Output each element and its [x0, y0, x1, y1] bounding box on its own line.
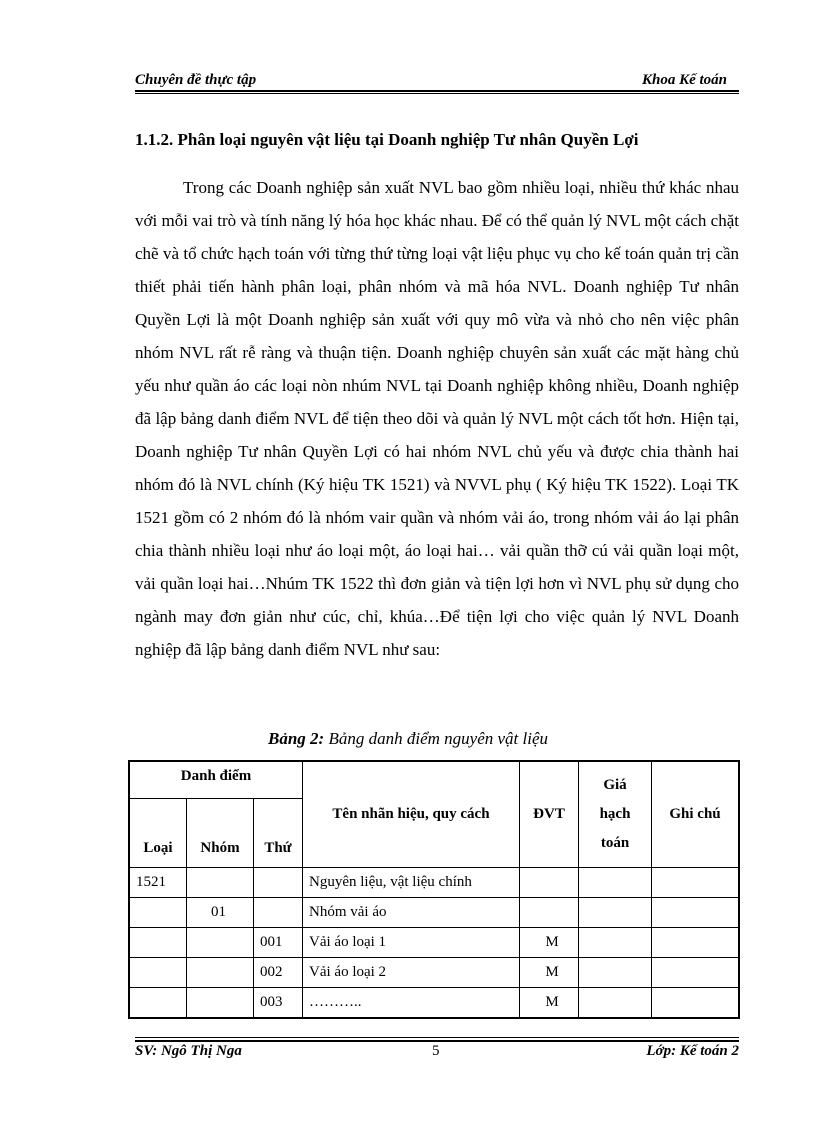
cell-ten: Nhóm vải áo [303, 898, 520, 928]
caption-label: Bảng 2: [268, 729, 325, 748]
cell-loai [129, 988, 187, 1019]
table-row [129, 988, 739, 1019]
header-gia-line-2: hạch [599, 806, 631, 822]
cell-ten: Vải áo loại 2 [303, 958, 520, 988]
cell-dvt: M [520, 988, 579, 1019]
cell-gia [579, 898, 652, 928]
cell-nhom [187, 958, 254, 988]
cell-ghichu [652, 958, 740, 988]
footer-rule-thick [135, 1040, 739, 1042]
table-caption [0, 729, 816, 749]
header-ghi-chu: Ghi chú [652, 761, 740, 868]
cell-gia [579, 958, 652, 988]
cell-gia [579, 988, 652, 1019]
materials-table [128, 760, 740, 1019]
cell-ghichu [652, 928, 740, 958]
cell-ten: Nguyên liệu, vật liệu chính [303, 868, 520, 898]
cell-loai [129, 928, 187, 958]
cell-nhom [187, 868, 254, 898]
header-thu: Thứ [254, 799, 303, 868]
header-right-text: Khoa Kế toán [641, 72, 727, 88]
table-row [129, 898, 739, 928]
table-row [129, 868, 739, 898]
cell-thu: 001 [254, 928, 303, 958]
header-gia-line-3: toán [600, 835, 630, 851]
cell-gia [579, 928, 652, 958]
header-loai: Loại [129, 799, 187, 868]
cell-dvt: M [520, 958, 579, 988]
section-heading: 1.1.2. Phân loại nguyên vật liệu tại Doanh nghiệp Tư nhân Quyền Lợi [135, 130, 639, 149]
cell-thu: 003 [254, 988, 303, 1019]
cell-ghichu [652, 898, 740, 928]
cell-thu [254, 868, 303, 898]
cell-loai [129, 898, 187, 928]
cell-ghichu [652, 868, 740, 898]
header-dvt: ĐVT [520, 761, 579, 868]
header-ten: Tên nhãn hiệu, quy cách [303, 761, 520, 868]
caption-text: Bảng danh điểm nguyên vật liệu [324, 729, 548, 748]
footer-rule [135, 1037, 739, 1038]
cell-nhom [187, 928, 254, 958]
cell-ten: ……….. [303, 988, 520, 1019]
cell-gia [579, 868, 652, 898]
cell-ten: Vải áo loại 1 [303, 928, 520, 958]
header-nhom: Nhóm [187, 799, 254, 868]
footer-student: SV: Ngô Thị Nga [135, 1043, 242, 1059]
page-footer [135, 1043, 739, 1067]
footer-class: Lớp: Kế toán 2 [646, 1043, 739, 1059]
group-header-danh-diem: Danh điểm [129, 761, 303, 799]
cell-thu: 002 [254, 958, 303, 988]
table-row [129, 928, 739, 958]
page-header [135, 66, 739, 92]
header-rule [135, 93, 739, 94]
header-left-text: Chuyên đề thực tập [135, 72, 257, 88]
table-row [129, 958, 739, 988]
cell-dvt [520, 868, 579, 898]
cell-dvt: M [520, 928, 579, 958]
header-gia-line-1: Giá [603, 777, 627, 793]
cell-loai: 1521 [129, 868, 187, 898]
cell-thu [254, 898, 303, 928]
page-number: 5 [432, 1043, 440, 1059]
cell-nhom [187, 988, 254, 1019]
cell-ghichu [652, 988, 740, 1019]
cell-nhom: 01 [187, 898, 254, 928]
cell-dvt [520, 898, 579, 928]
header-gia-hach-toan [579, 761, 652, 868]
body-paragraph: Trong các Doanh nghiệp sản xuất NVL bao gồm nhiều loại, nhiều thứ khác nhau với mỗi vai trò và tính năng lý hóa học khác nhau. Để có thể quản lý NVL một cách chặt chẽ và tổ chức hạch toán với từng thứ từng loại vật liệu phục vụ cho kế toán quản trị cần thiết phải tiến hành phân loại, phân nhóm và mã hóa NVL. Doanh nghiệp Tư nhân Quyền Lợi là một Doanh nghiệp sản xuất với quy mô vừa và nhỏ cho nên việc phân nhóm NVL rất rễ ràng và thuận tiện. Doanh nghiệp chuyên sản xuất các mặt hàng chủ yếu như quần áo các loại nòn nhúm NVL tại Doanh nghiệp không nhiều, Doanh nghiệp đã lập bảng danh điểm NVL để tiện theo dõi và quản lý NVL một cách tốt hơn. Hiện tại, Doanh nghiệp Tư nhân Quyền Lợi có hai nhóm NVL chủ yếu và được chia thành hai nhóm đó là NVL chính (Ký hiệu TK 1521) và NVVL phụ ( Ký hiệu TK 1522). Loại TK 1521 gồm có 2 nhóm đó là nhóm vair quần và nhóm vải áo, trong nhóm vải áo lại phân chia thành nhiều loại như áo loại một, áo loại hai… vải quần thỡ cú vải quần loại một, vải quần loại hai…Nhúm TK 1522 thì đơn giản và tiện lợi hơn vì NVL phụ sử dụng cho ngành may đơn giản như cúc, chỉ, khúa…Để tiện lợi cho việc quản lý NVL Doanh nghiệp đã lập bảng danh điểm NVL như sau: [135, 178, 739, 659]
body-text [135, 171, 739, 666]
cell-loai [129, 958, 187, 988]
